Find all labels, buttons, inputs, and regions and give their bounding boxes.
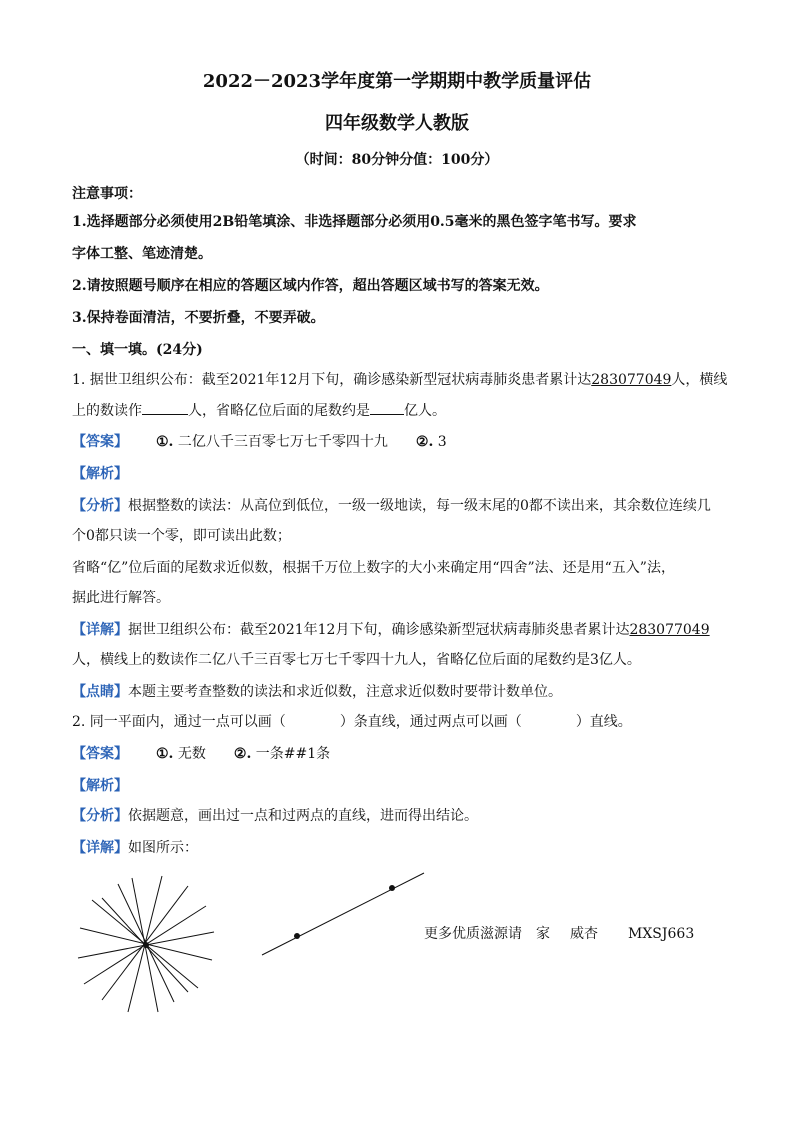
section-1-heading: 一、填一填。(24分) (72, 342, 203, 358)
watermark-text-1: 更多优质滋源请 (424, 926, 522, 942)
q1-jiexi-tag: 【解析】 (72, 466, 128, 482)
exam-subtitle: 四年级数学人教版 (325, 113, 469, 134)
q1-point: 本题主要考查整数的读法和求近似数，注意求近似数时要带计数单位。 (128, 684, 562, 700)
q1-detail-number: 283077049 (629, 622, 710, 638)
q2-ans1-mark: ①. (156, 746, 174, 762)
exam-title: 2022－2023学年度第一学期期中教学质量评估 (202, 71, 592, 92)
q1-detail-tag: 【详解】 (72, 622, 128, 638)
watermark-text-3: 威杏 (570, 926, 598, 942)
q1-answer-tag: 【答案】 (72, 434, 128, 450)
q1-number: 283077049 (591, 372, 672, 388)
q1-stem-b1: 上的数读作 (72, 403, 142, 419)
q1-stem-b3: 亿人。 (404, 403, 446, 419)
q1-detail-b: 人，横线上的数读作二亿八千三百零七万七千零四十九人，省略亿位后面的尾数约是3亿人。 (72, 652, 641, 668)
watermark-text-2: 家 (536, 926, 550, 942)
notes-item-1b: 字体工整、笔迹清楚。 (72, 246, 212, 262)
q1-analysis-tag: 【分析】 (72, 498, 128, 514)
q2-ans1: 无数 (177, 746, 206, 762)
q1-analysis-c: 省略“亿”位后面的尾数求近似数，根据千万位上数字的大小来确定用“四舍”法、还是用“五入”法， (72, 560, 675, 576)
q2-analysis-tag: 【分析】 (72, 808, 128, 824)
notes-heading: 注意事项： (72, 186, 142, 202)
q1-ans1: 二亿八千三百零七万七千零四十九 (177, 434, 388, 450)
q2-detail: 如图所示： (128, 840, 198, 856)
q2-answer-tag: 【答案】 (72, 746, 128, 762)
notes-item-2: 2.请按照题号顺序在相应的答题区域内作答，超出答题区域书写的答案无效。 (72, 278, 549, 294)
q2-stem-3: ）直线。 (575, 714, 632, 730)
q1-analysis-b: 个0都只读一个零，即可读出此数； (72, 528, 291, 544)
q1-ans2: 3 (437, 434, 447, 450)
point-b (389, 885, 395, 891)
q2-stem-2: ）条直线，通过两点可以画（ (339, 714, 522, 730)
notes-item-1a: 1.选择题部分必须使用2B铅笔填涂、非选择题部分必须用0.5毫米的黑色签字笔书写。要求 (72, 214, 637, 230)
q2-stem-1: 2. 同一平面内，通过一点可以画（ (72, 714, 286, 730)
q1-detail-a: 据世卫组织公布：截至2021年12月下旬，确诊感染新型冠状病毒肺炎患者累计达 (128, 622, 630, 638)
q1-stem-a2: 人，横线 (671, 372, 728, 388)
q1-analysis-d: 据此进行解答。 (72, 590, 170, 606)
watermark-text-4: MXSJ663 (628, 926, 695, 942)
center-point (143, 942, 149, 948)
q1-analysis-a: 根据整数的读法：从高位到低位，一级一级地读，每一级末尾的0都不读出来，其余数位连续几 (128, 498, 711, 514)
notes-item-3: 3.保持卷面清洁，不要折叠，不要弄破。 (72, 310, 325, 326)
exam-time-score: （时间：80分钟分值：100分） (295, 152, 499, 168)
point-a (294, 933, 300, 939)
line-through-two-points (262, 873, 424, 955)
q2-detail-tag: 【详解】 (72, 840, 128, 856)
q1-stem-a1: 1. 据世卫组织公布：截至2021年12月下旬，确诊感染新型冠状病毒肺炎患者累计达 (72, 372, 592, 388)
q2-ans2-mark: ②. (233, 746, 252, 762)
q2-jiexi-tag: 【解析】 (72, 778, 128, 794)
q1-ans2-mark: ②. (415, 434, 434, 450)
q1-ans1-mark: ①. (156, 434, 174, 450)
q2-ans2: 一条##1条 (255, 746, 331, 762)
q2-analysis: 依据题意，画出过一点和过两点的直线，进而得出结论。 (128, 808, 478, 824)
q1-point-tag: 【点睛】 (72, 684, 128, 700)
q1-stem-b2: 人，省略亿位后面的尾数约是 (188, 403, 370, 419)
